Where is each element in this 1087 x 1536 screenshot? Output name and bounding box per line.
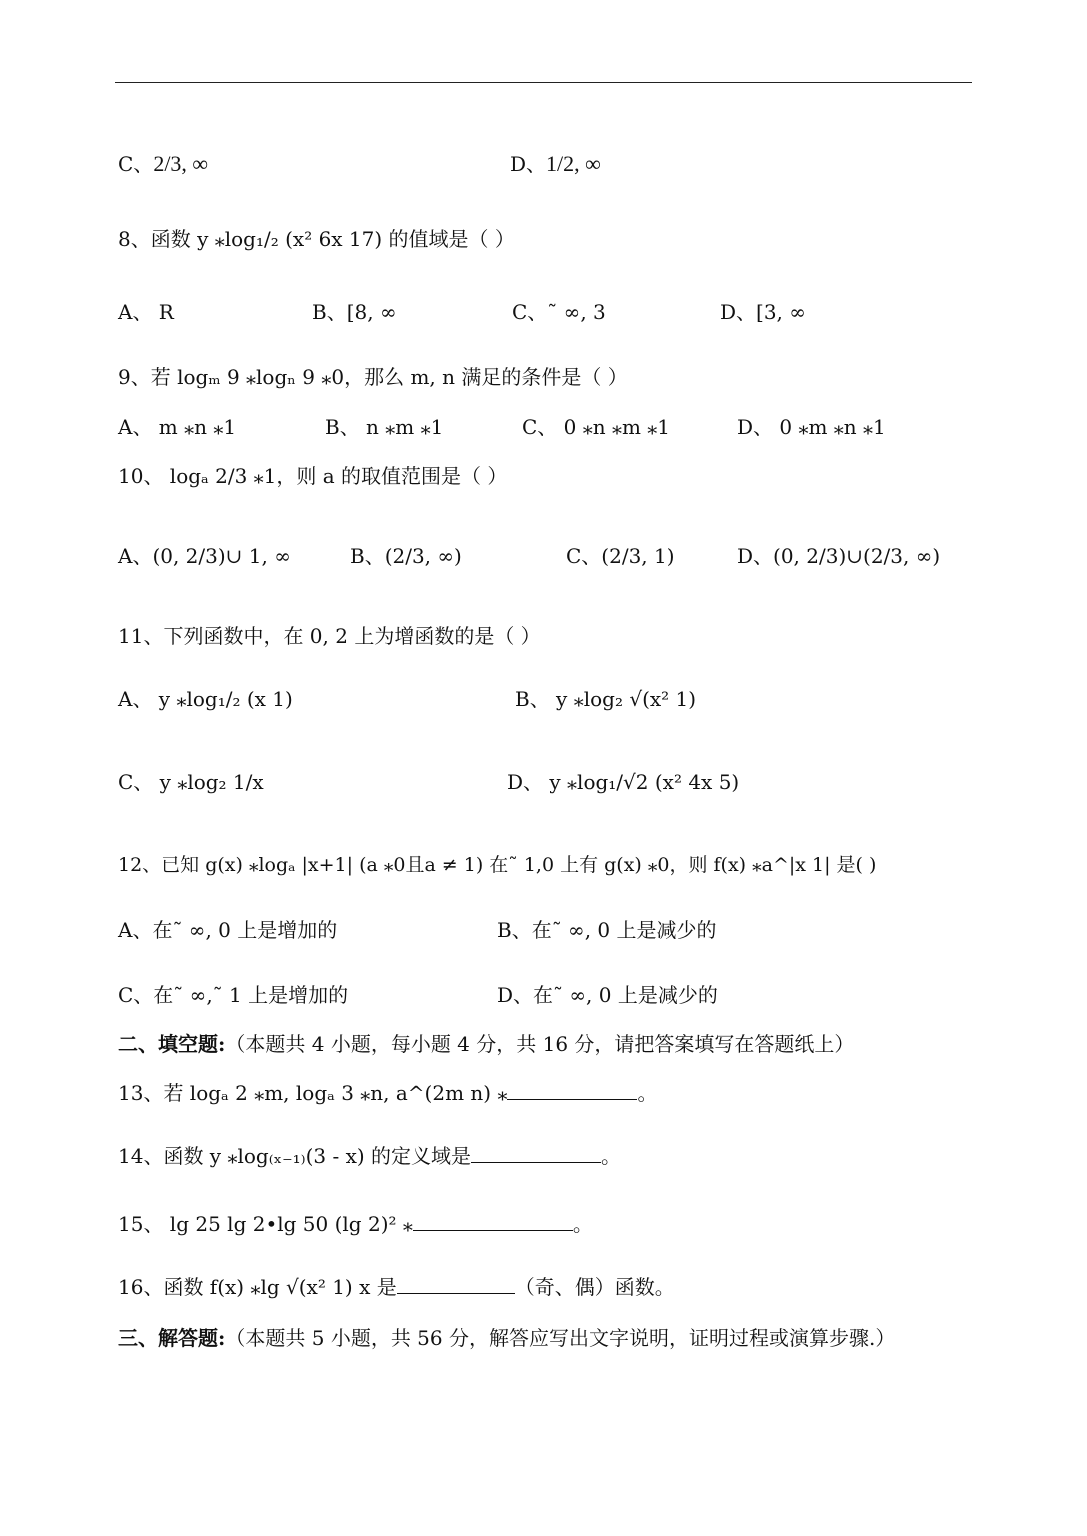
q12-option-b: B、在˜ ∞, 0 上是减少的 — [497, 918, 717, 942]
q9-option-a: A、 m ⁎n ⁎1 — [118, 415, 237, 439]
question-8-stem: 8、函数 y ⁎log₁/₂ (x² 6x 17) 的值域是（ ） — [118, 227, 515, 251]
question-15: 15、 lg 25 lg 2•lg 50 (lg 2)² ⁎ 。 — [118, 1212, 593, 1236]
question-15-stem: 15、 lg 25 lg 2•lg 50 (lg 2)² ⁎ — [118, 1212, 413, 1236]
q12-option-d: D、在˜ ∞, 0 上是减少的 — [497, 983, 718, 1007]
q13-answer-blank[interactable] — [507, 1079, 637, 1100]
section-2-heading — [118, 1030, 854, 1058]
q12-option-c: C、在˜ ∞,˜ 1 上是增加的 — [118, 983, 349, 1007]
question-13-stem: 13、若 logₐ 2 ⁎m, logₐ 3 ⁎n, a^(2m n) ⁎ — [118, 1081, 508, 1105]
question-13: 13、若 logₐ 2 ⁎m, logₐ 3 ⁎n, a^(2m n) ⁎ 。 — [118, 1081, 658, 1105]
q10-option-b: B、(2/3, ∞) — [350, 544, 462, 568]
question-10-stem: 10、 logₐ 2/3 ⁎1，则 a 的取值范围是（ ） — [118, 464, 508, 488]
q11-option-a: A、 y ⁎log₁/₂ (x 1) — [118, 687, 293, 711]
q7-option-c: C、2/3, ∞ — [118, 151, 209, 176]
q7-option-d: D、1/2, ∞ — [510, 151, 601, 176]
q15-answer-blank[interactable] — [413, 1210, 573, 1231]
question-9-stem: 9、若 logₘ 9 ⁎logₙ 9 ⁎0，那么 m, n 满足的条件是（ ） — [118, 365, 628, 389]
q9-option-d: D、 0 ⁎m ⁎n ⁎1 — [737, 415, 886, 439]
q16-answer-blank[interactable] — [397, 1273, 515, 1294]
q7-option-d-expr: 1/2, ∞ — [546, 151, 601, 176]
q10-option-c: C、(2/3, 1) — [566, 544, 675, 568]
question-16: 16、函数 f(x) ⁎lg √(x² 1) x 是 （奇、偶）函数。 — [118, 1275, 675, 1299]
question-16-stem: 16、函数 f(x) ⁎lg √(x² 1) x 是 — [118, 1275, 397, 1299]
q14-answer-blank[interactable] — [471, 1142, 601, 1163]
section-2-note: （本题共 4 小题，每小题 4 分，共 16 分，请把答案填写在答题纸上） — [225, 1032, 855, 1056]
q9-option-c: C、 0 ⁎n ⁎m ⁎1 — [522, 415, 671, 439]
question-14-stem: 14、函数 y ⁎log₍ₓ₋₁₎(3 - x) 的定义域是 — [118, 1144, 472, 1168]
q12-option-a: A、在˜ ∞, 0 上是增加的 — [118, 918, 338, 942]
q11-option-c: C、 y ⁎log₂ 1/x — [118, 770, 264, 794]
q7-option-c-expr: 2/3, ∞ — [153, 151, 209, 176]
section-2-title: 二、填空题: — [118, 1032, 226, 1056]
question-11-stem: 11、下列函数中，在 0, 2 上为增函数的是（ ） — [118, 624, 541, 648]
question-14: 14、函数 y ⁎log₍ₓ₋₁₎(3 - x) 的定义域是 。 — [118, 1144, 622, 1168]
section-3-heading — [118, 1324, 895, 1352]
section-3-note: （本题共 5 小题，共 56 分，解答应写出文字说明，证明过程或演算步骤.） — [225, 1326, 896, 1350]
q8-option-d: D、[3, ∞ — [720, 300, 806, 324]
q8-option-a: A、 R — [118, 300, 174, 324]
header-rule — [115, 82, 972, 83]
q10-option-a: A、(0, 2/3)∪ 1, ∞ — [118, 544, 291, 568]
q10-option-d: D、(0, 2/3)∪(2/3, ∞) — [737, 544, 941, 568]
section-3-title: 三、解答题: — [118, 1326, 226, 1350]
q9-option-b: B、 n ⁎m ⁎1 — [325, 415, 444, 439]
q11-option-b: B、 y ⁎log₂ √(x² 1) — [515, 687, 697, 711]
q11-option-d: D、 y ⁎log₁/√2 (x² 4x 5) — [507, 770, 740, 794]
question-12-stem: 12、已知 g(x) ⁎logₐ |x+1| (a ⁎0且a ≠ 1) 在˜ 1,0 上有 g(x) ⁎0，则 f(x) ⁎a^|x 1| 是( ) — [118, 854, 877, 876]
q8-option-b: B、[8, ∞ — [312, 300, 397, 324]
q8-option-c: C、˜ ∞, 3 — [512, 300, 606, 324]
